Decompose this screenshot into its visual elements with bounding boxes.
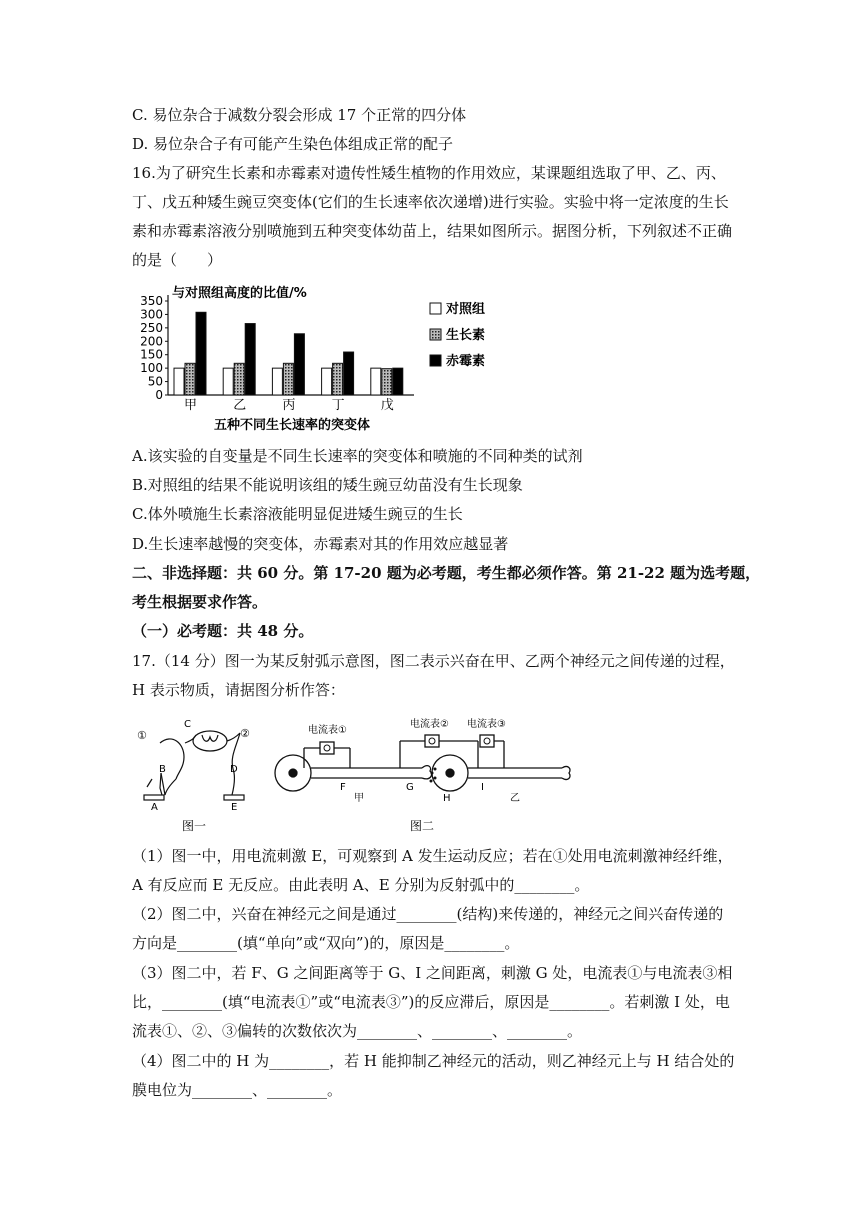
chart-bar [322, 368, 332, 395]
chart-y-tick-label: 300 [140, 307, 163, 322]
section2-subheading: （一）必考题：共 48 分。 [132, 622, 314, 640]
q17-part3-line3: 流表①、②、③偏转的次数依次为________、________、________。 [132, 1022, 583, 1040]
fig1-label-c: C [184, 719, 191, 730]
q17-part3-line2: 比，________(填“电流表①”或“电流表③”)的反应滞后，原因是________。若刺激 I 处，电 [132, 993, 730, 1011]
meter-dials [324, 738, 490, 751]
chart-bar [344, 352, 354, 395]
chart-y-tick-label: 250 [140, 320, 163, 335]
chart-y-tick-label: 350 [140, 294, 163, 308]
chart-bar [333, 363, 343, 395]
fig2-label-yi: 乙 [510, 793, 520, 804]
chart-bar [371, 368, 381, 395]
chart-x-axis-label: 五种不同生长速率的突变体 [213, 418, 371, 433]
chart-bar [393, 368, 403, 395]
fig2-label-h: H [443, 793, 451, 804]
chart-x-tick-label: 丙 [282, 398, 296, 413]
chart-x-tick-label: 戊 [380, 398, 394, 413]
q17-part4-line2: 膜电位为________、________。 [132, 1081, 343, 1099]
meter1-label: 电流表① [308, 725, 347, 736]
q17-part4-line1: （4）图二中的 H 为________，若 H 能抑制乙神经元的活动，则乙神经元上与 H 结合处的 [132, 1052, 735, 1070]
chart-y-tick-label: 200 [140, 334, 163, 349]
meter3-label: 电流表③ [467, 719, 506, 730]
chart-y-tick-label: 150 [140, 347, 163, 362]
q16-stem-line2: 丁、戊五种矮生豌豆突变体(它们的生长速率依次递增)进行实验。实验中将一定浓度的生长 [132, 193, 729, 211]
chart-bar [196, 312, 206, 395]
q17-part2-line1: （2）图二中，兴奋在神经元之间是通过________(结构)来传递的，神经元之间兴奋传递的 [132, 905, 724, 923]
q16-option-b: B.对照组的结果不能说明该组的矮生豌豆幼苗没有生长现象 [132, 476, 523, 494]
meter2-label: 电流表② [410, 719, 449, 730]
q17-stem-line1: 17.（14 分）图一为某反射弧示意图，图二表示兴奋在甲、乙两个神经元之间传递的过程， [132, 652, 735, 670]
chart-bar [245, 324, 255, 395]
chart-y-tick-label: 0 [155, 388, 163, 402]
chart-bar [272, 368, 282, 395]
q17-part2-line2: 方向是________(填“单向”或“双向”)的，原因是________。 [132, 934, 520, 952]
fig2-caption: 图二 [410, 819, 435, 833]
chart-y-tick-label: 50 [147, 374, 163, 389]
q16-stem-line1: 16.为了研究生长素和赤霉素对遗传性矮生植物的作用效应，某课题组选取了甲、乙、丙、 [132, 164, 726, 182]
chart-bar [294, 334, 304, 395]
fig1-label-a: A [151, 802, 158, 813]
q16-option-a: A.该实验的自变量是不同生长速率的突变体和喷施的不同种类的试剂 [132, 447, 583, 465]
chart-bar [185, 363, 195, 395]
chart-bar [234, 363, 244, 395]
chart-legend-swatch [430, 329, 441, 340]
chart-title: 与对照组高度的比值/% [172, 286, 307, 301]
chart-legend-label: 对照组 [446, 302, 486, 317]
fig2-label-f: F [340, 782, 346, 793]
chart-svg [132, 283, 512, 443]
fig1-label-d: D [230, 764, 238, 775]
diagram-svg [132, 713, 572, 838]
chart-x-tick-label: 甲 [183, 398, 198, 413]
q16-option-c: C.体外喷施生长素溶液能明显促进矮生豌豆的生长 [132, 505, 463, 523]
fig2-label-g: G [406, 782, 414, 793]
chart-bar [174, 368, 184, 395]
fig2-label-jia: 甲 [354, 793, 364, 804]
q17-diagrams [132, 713, 572, 838]
fig1-arrow-1 [147, 779, 152, 787]
option-d-q15: D. 易位杂合子有可能产生染色体组成正常的配子 [132, 135, 454, 153]
chart-legend-label: 赤霉素 [446, 354, 486, 369]
q17-part1-line1: （1）图一中，用电流刺激 E，可观察到 A 发生运动反应；若在①处用电流刺激神经纤维， [132, 847, 733, 865]
section2-heading-line1: 二、非选择题：共 60 分。第 17-20 题为必考题，考生都必须作答。第 21-22 题为选考题， [132, 564, 761, 582]
fig1-label-2: ② [240, 727, 250, 740]
q17-part3-line1: （3）图二中，若 F、G 之间距离等于 G、I 之间距离，刺激 G 处，电流表①与电流表③相 [132, 964, 733, 982]
chart-bar [382, 369, 392, 395]
chart-legend-label: 生长素 [446, 328, 486, 343]
chart-bar [223, 368, 233, 395]
q17-stem-line2: H 表示物质，请据图分析作答： [132, 681, 345, 699]
fig1-label-1: ① [137, 729, 147, 742]
fig1-label-e: E [231, 802, 238, 813]
section2-heading-line2: 考生根据要求作答。 [132, 593, 268, 611]
fig2-label-i: I [481, 782, 484, 793]
chart-legend-swatch [430, 355, 441, 366]
figure2-neurons [275, 735, 570, 791]
q16-stem-line3: 素和赤霉素溶液分别喷施到五种突变体幼苗上，结果如图所示。据图分析，下列叙述不正确 [132, 222, 733, 240]
chart-x-tick-label: 丁 [331, 398, 345, 413]
option-c-q15: C. 易位杂合于减数分裂会形成 17 个正常的四分体 [132, 106, 467, 124]
q16-bar-chart [132, 283, 512, 443]
chart-legend-swatch [430, 303, 441, 314]
chart-x-tick-label: 乙 [233, 398, 247, 413]
q16-option-d: D.生长速率越慢的突变体，赤霉素对其的作用效应越显著 [132, 535, 509, 553]
fig1-caption: 图一 [182, 819, 207, 833]
chart-bar [283, 363, 293, 395]
fig1-label-b: B [159, 764, 166, 775]
q16-stem-line4: 的是（ ） [132, 251, 223, 269]
chart-y-tick-label: 100 [140, 361, 163, 376]
q17-part1-line2: A 有反应而 E 无反应。由此表明 A、E 分别为反射弧中的________。 [132, 876, 590, 894]
